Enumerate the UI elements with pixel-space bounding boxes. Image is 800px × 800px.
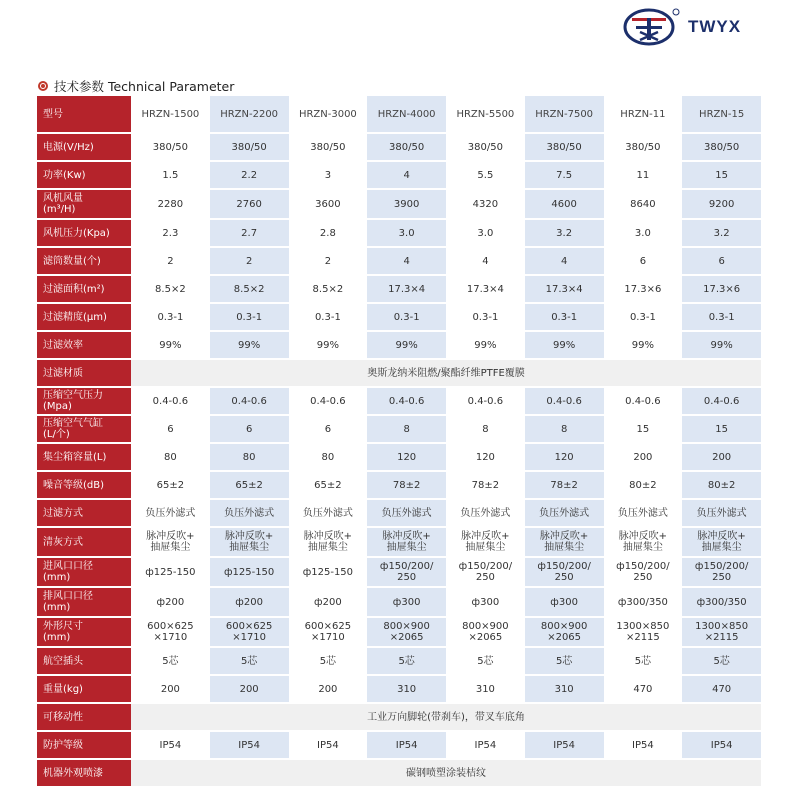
table-cell: 5芯: [289, 648, 368, 676]
table-cell: 380/50: [682, 134, 761, 162]
table-cell: 2: [131, 248, 210, 276]
table-cell: 17.3×4: [446, 276, 525, 304]
table-cell: 3.0: [446, 220, 525, 248]
table-row: [37, 190, 761, 220]
row-label: 进风口口径 (mm): [37, 558, 131, 588]
table-cell: 6: [604, 248, 683, 276]
table-cell: 0.4-0.6: [131, 388, 210, 416]
table-cell: 78±2: [525, 472, 604, 500]
row-label: 电源(V/Hz): [37, 134, 131, 162]
table-cell: 99%: [131, 332, 210, 360]
table-cell: 4: [446, 248, 525, 276]
table-cell: 0.4-0.6: [446, 388, 525, 416]
table-cell: 800×900 ×2065: [525, 618, 604, 648]
table-cell: 310: [446, 676, 525, 704]
table-cell: ф150/200/ 250: [682, 558, 761, 588]
table-cell: 4600: [525, 190, 604, 220]
row-label: 压缩空气压力 (Mpa): [37, 388, 131, 416]
table-cell: HRZN-5500: [446, 96, 525, 134]
table-cell: 800×900 ×2065: [367, 618, 446, 648]
table-row: [37, 588, 761, 618]
table-cell: 脉冲反吹+ 抽屉集尘: [289, 528, 368, 558]
table-cell: 5芯: [604, 648, 683, 676]
table-cell: 2.3: [131, 220, 210, 248]
table-cell: 5芯: [210, 648, 289, 676]
table-cell: 3600: [289, 190, 368, 220]
table-cell: IP54: [210, 732, 289, 760]
table-cell: 200: [210, 676, 289, 704]
table-cell: 15: [682, 162, 761, 190]
table-cell: 0.3-1: [604, 304, 683, 332]
table-cell: 470: [604, 676, 683, 704]
row-label: 过滤面积(m²): [37, 276, 131, 304]
table-row: [37, 276, 761, 304]
table-cell: 99%: [289, 332, 368, 360]
table-cell: 200: [682, 444, 761, 472]
table-cell: IP54: [446, 732, 525, 760]
table-cell: 6: [682, 248, 761, 276]
brand-logo: [622, 6, 772, 48]
table-cell: ф300/350: [682, 588, 761, 618]
table-row: [37, 732, 761, 760]
table-cell: HRZN-3000: [289, 96, 368, 134]
table-row: [37, 676, 761, 704]
table-cell: 3.0: [367, 220, 446, 248]
table-cell: IP54: [604, 732, 683, 760]
table-cell: 1300×850 ×2115: [604, 618, 683, 648]
table-cell: 800×900 ×2065: [446, 618, 525, 648]
table-cell: 99%: [682, 332, 761, 360]
table-cell: 380/50: [289, 134, 368, 162]
table-cell: 11: [604, 162, 683, 190]
spanned-cell: 奥斯龙纳米阻燃/聚酯纤维PTFE覆膜: [131, 360, 761, 388]
table-cell: IP54: [525, 732, 604, 760]
circle-bullet-icon: [38, 81, 48, 91]
table-cell: 脉冲反吹+ 抽屉集尘: [367, 528, 446, 558]
table-cell: 8: [367, 416, 446, 444]
table-cell: ф200: [210, 588, 289, 618]
table-cell: 0.3-1: [446, 304, 525, 332]
table-row: [37, 304, 761, 332]
table-cell: 负压外滤式: [525, 500, 604, 528]
table-cell: 5芯: [131, 648, 210, 676]
row-label: 过滤材质: [37, 360, 131, 388]
table-row: [37, 648, 761, 676]
table-cell: 8: [525, 416, 604, 444]
table-cell: 0.4-0.6: [289, 388, 368, 416]
row-label: 集尘箱容量(L): [37, 444, 131, 472]
table-cell: 2280: [131, 190, 210, 220]
table-cell: 380/50: [131, 134, 210, 162]
row-label: 可移动性: [37, 704, 131, 732]
table-cell: 8: [446, 416, 525, 444]
table-cell: ф300/350: [604, 588, 683, 618]
table-cell: 65±2: [289, 472, 368, 500]
spanned-cell: 碳钢喷塑涂装桔纹: [131, 760, 761, 788]
table-cell: 310: [367, 676, 446, 704]
table-cell: 4: [525, 248, 604, 276]
table-cell: 负压外滤式: [682, 500, 761, 528]
table-row: [37, 472, 761, 500]
table-cell: 380/50: [210, 134, 289, 162]
table-cell: 99%: [367, 332, 446, 360]
table-cell: 6: [289, 416, 368, 444]
table-cell: 5芯: [682, 648, 761, 676]
table-cell: 78±2: [446, 472, 525, 500]
row-label: 型号: [37, 96, 131, 134]
table-row: [37, 558, 761, 588]
table-cell: 6: [210, 416, 289, 444]
table-row: [37, 96, 761, 134]
table-cell: 1.5: [131, 162, 210, 190]
table-cell: 0.4-0.6: [367, 388, 446, 416]
table-cell: 3900: [367, 190, 446, 220]
table-cell: 0.3-1: [367, 304, 446, 332]
table-cell: 0.3-1: [210, 304, 289, 332]
table-cell: 负压外滤式: [604, 500, 683, 528]
table-cell: ф300: [525, 588, 604, 618]
table-cell: 17.3×4: [525, 276, 604, 304]
table-cell: 17.3×6: [604, 276, 683, 304]
table-cell: 380/50: [446, 134, 525, 162]
table-cell: ф200: [131, 588, 210, 618]
table-cell: HRZN-1500: [131, 96, 210, 134]
row-label: 过滤效率: [37, 332, 131, 360]
table-cell: 200: [604, 444, 683, 472]
table-cell: 99%: [446, 332, 525, 360]
table-cell: 380/50: [525, 134, 604, 162]
row-label: 风机风量 (m³/H): [37, 190, 131, 220]
table-row: [37, 500, 761, 528]
table-row: [37, 444, 761, 472]
table-row: [37, 416, 761, 444]
table-row: [37, 704, 761, 732]
table-row: [37, 134, 761, 162]
table-cell: 8.5×2: [289, 276, 368, 304]
table-cell: 4: [367, 248, 446, 276]
table-cell: 2.2: [210, 162, 289, 190]
table-cell: 470: [682, 676, 761, 704]
table-cell: 5芯: [525, 648, 604, 676]
table-cell: 2760: [210, 190, 289, 220]
table-cell: 80: [131, 444, 210, 472]
table-cell: 17.3×4: [367, 276, 446, 304]
table-cell: 17.3×6: [682, 276, 761, 304]
table-row: [37, 248, 761, 276]
table-cell: 8640: [604, 190, 683, 220]
table-cell: IP54: [682, 732, 761, 760]
table-cell: 负压外滤式: [289, 500, 368, 528]
table-cell: 5芯: [446, 648, 525, 676]
table-cell: 99%: [210, 332, 289, 360]
table-cell: 80±2: [682, 472, 761, 500]
table-cell: ф125-150: [210, 558, 289, 588]
table-cell: ф125-150: [131, 558, 210, 588]
technical-parameter-table: [37, 96, 761, 788]
row-label: 航空插头: [37, 648, 131, 676]
table-cell: ф150/200/ 250: [367, 558, 446, 588]
table-row: [37, 528, 761, 558]
table-row: [37, 388, 761, 416]
table-cell: 99%: [525, 332, 604, 360]
table-cell: ф125-150: [289, 558, 368, 588]
table-cell: 0.4-0.6: [604, 388, 683, 416]
row-label: 防护等级: [37, 732, 131, 760]
table-cell: 0.4-0.6: [682, 388, 761, 416]
table-cell: IP54: [367, 732, 446, 760]
row-label: 重量(kg): [37, 676, 131, 704]
table-cell: ф150/200/ 250: [525, 558, 604, 588]
spanned-cell: 工业万向脚轮(带刹车)，带叉车底角: [131, 704, 761, 732]
row-label: 机器外观喷漆: [37, 760, 131, 788]
table-cell: 0.3-1: [131, 304, 210, 332]
table-cell: 0.4-0.6: [210, 388, 289, 416]
table-cell: 3: [289, 162, 368, 190]
table-cell: 2.7: [210, 220, 289, 248]
table-cell: HRZN-7500: [525, 96, 604, 134]
row-label: 清灰方式: [37, 528, 131, 558]
table-cell: 80: [210, 444, 289, 472]
table-cell: 120: [367, 444, 446, 472]
row-label: 噪音等级(dB): [37, 472, 131, 500]
table-row: [37, 760, 761, 788]
row-label: 风机压力(Kpa): [37, 220, 131, 248]
table-cell: 6: [131, 416, 210, 444]
table-cell: ф150/200/ 250: [604, 558, 683, 588]
table-cell: 120: [525, 444, 604, 472]
section-title: 技术参数 Technical Parameter: [54, 79, 235, 94]
table-cell: 3.2: [525, 220, 604, 248]
row-label: 过滤精度(μm): [37, 304, 131, 332]
table-row: [37, 162, 761, 190]
row-label: 功率(Kw): [37, 162, 131, 190]
table-cell: 120: [446, 444, 525, 472]
table-cell: 600×625 ×1710: [210, 618, 289, 648]
table-cell: 99%: [604, 332, 683, 360]
table-cell: ф150/200/ 250: [446, 558, 525, 588]
table-row: [37, 360, 761, 388]
table-cell: 脉冲反吹+ 抽屉集尘: [604, 528, 683, 558]
table-cell: 负压外滤式: [210, 500, 289, 528]
table-cell: 8.5×2: [131, 276, 210, 304]
table-row: [37, 332, 761, 360]
table-cell: 9200: [682, 190, 761, 220]
table-cell: 脉冲反吹+ 抽屉集尘: [446, 528, 525, 558]
table-cell: 2: [289, 248, 368, 276]
section-heading: [38, 77, 234, 95]
table-cell: 5芯: [367, 648, 446, 676]
table-cell: 600×625 ×1710: [289, 618, 368, 648]
table-cell: 脉冲反吹+ 抽屉集尘: [682, 528, 761, 558]
table-cell: IP54: [289, 732, 368, 760]
table-cell: 2.8: [289, 220, 368, 248]
table-cell: 1300×850 ×2115: [682, 618, 761, 648]
row-label: 压缩空气气缸 (L/个): [37, 416, 131, 444]
table-cell: HRZN-11: [604, 96, 683, 134]
table-cell: 15: [682, 416, 761, 444]
table-cell: 5.5: [446, 162, 525, 190]
brand-name: TWYX: [688, 17, 742, 36]
table-cell: HRZN-4000: [367, 96, 446, 134]
table-cell: 负压外滤式: [131, 500, 210, 528]
table-cell: 380/50: [367, 134, 446, 162]
table-cell: ф300: [367, 588, 446, 618]
table-cell: 负压外滤式: [367, 500, 446, 528]
table-cell: 4320: [446, 190, 525, 220]
table-cell: 0.3-1: [525, 304, 604, 332]
table-cell: 3.2: [682, 220, 761, 248]
row-label: 外形尺寸 (mm): [37, 618, 131, 648]
table-cell: 3.0: [604, 220, 683, 248]
table-cell: 78±2: [367, 472, 446, 500]
table-cell: 0.3-1: [289, 304, 368, 332]
table-cell: 0.3-1: [682, 304, 761, 332]
table-cell: 80: [289, 444, 368, 472]
table-cell: 200: [131, 676, 210, 704]
twyx-emblem-icon: [622, 6, 680, 48]
table-cell: ф300: [446, 588, 525, 618]
table-cell: 0.4-0.6: [525, 388, 604, 416]
table-cell: 7.5: [525, 162, 604, 190]
table-cell: HRZN-2200: [210, 96, 289, 134]
row-label: 滤筒数量(个): [37, 248, 131, 276]
table-cell: 65±2: [131, 472, 210, 500]
table-cell: 脉冲反吹+ 抽屉集尘: [210, 528, 289, 558]
table-cell: 65±2: [210, 472, 289, 500]
row-label: 排风口口径 (mm): [37, 588, 131, 618]
table-cell: 4: [367, 162, 446, 190]
table-cell: 600×625 ×1710: [131, 618, 210, 648]
table-row: [37, 220, 761, 248]
table-cell: HRZN-15: [682, 96, 761, 134]
table-cell: 380/50: [604, 134, 683, 162]
table-cell: 200: [289, 676, 368, 704]
table-cell: IP54: [131, 732, 210, 760]
table-cell: 负压外滤式: [446, 500, 525, 528]
table-cell: 310: [525, 676, 604, 704]
table-cell: 脉冲反吹+ 抽屉集尘: [525, 528, 604, 558]
table-row: [37, 618, 761, 648]
table-cell: 8.5×2: [210, 276, 289, 304]
row-label: 过滤方式: [37, 500, 131, 528]
table-cell: 脉冲反吹+ 抽屉集尘: [131, 528, 210, 558]
table-cell: 80±2: [604, 472, 683, 500]
table-cell: 15: [604, 416, 683, 444]
table-cell: 2: [210, 248, 289, 276]
table-cell: ф200: [289, 588, 368, 618]
